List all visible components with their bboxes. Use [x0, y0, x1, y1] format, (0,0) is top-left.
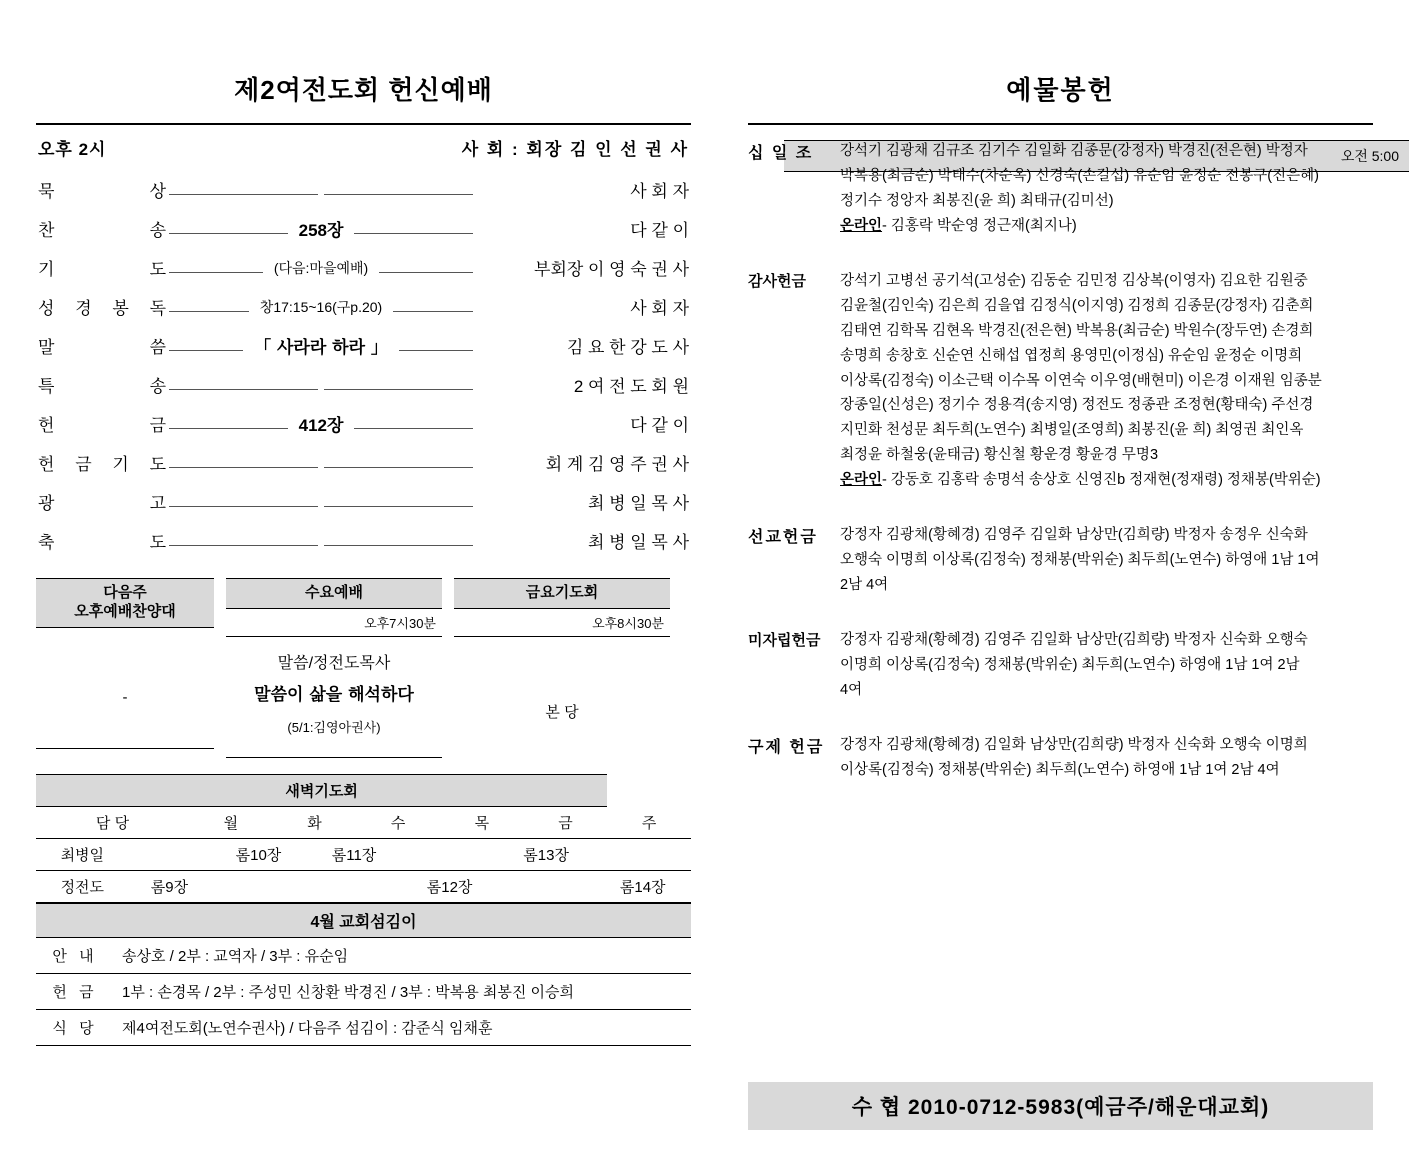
friday-prayer-box — [454, 578, 670, 758]
dawn-column-header: 화 — [273, 806, 357, 838]
offering-names — [840, 269, 1373, 493]
order-person: 2 여 전 도 회 원 — [573, 377, 689, 396]
dawn-column-header: 금 — [524, 806, 608, 838]
order-dash-right — [399, 340, 473, 351]
offering-category-label: 구제 헌금 — [748, 738, 825, 756]
info-boxes — [36, 578, 691, 758]
dawn-body-table — [36, 839, 691, 903]
dawn-passage — [210, 870, 307, 902]
offering-block — [748, 523, 1373, 598]
offering-name-line: 강석기 김광채 김규조 김기수 김일화 김종문(강정자) 박경진(전은현) 박정자 — [840, 143, 1308, 159]
order-dash-right — [393, 301, 473, 312]
dawn-leader: 정전도 — [36, 870, 129, 902]
dawn-passage — [307, 870, 402, 902]
dawn-time: 오전 5:00 — [784, 140, 1409, 172]
order-person: 최 병 일 목 사 — [587, 533, 689, 552]
online-label: 온라인 — [840, 217, 883, 234]
wednesday-head: 수요예배 — [226, 578, 442, 609]
offering-name-line: 박복용(최금순) 박태수(차순옥) 신경숙(손길섭) 유순임 윤정순 전봉구(진은혜) — [840, 167, 1319, 184]
dawn-column-header: 수 — [356, 806, 440, 838]
order-dash-left — [169, 535, 318, 546]
offering-block — [748, 628, 1373, 703]
service-row — [36, 1010, 691, 1046]
order-person: 다 같 이 — [630, 221, 690, 240]
friday-time: 오후8시30분 — [454, 609, 670, 637]
friday-location: 본 당 — [545, 703, 579, 721]
offering-name-line: 최정윤 하철웅(윤태금) 황신철 황운경 황윤경 무명3 — [840, 447, 1159, 464]
right-divider — [748, 123, 1373, 125]
order-label: 말 씀 — [38, 338, 166, 357]
order-row — [36, 521, 691, 560]
order-middle: 258장 — [298, 221, 344, 240]
next-week-choir-head: 다음주 오후예배찬양대 — [36, 578, 214, 628]
order-dash-left — [169, 340, 243, 351]
order-label: 기 도 — [38, 260, 166, 279]
order-person: 사 회 자 — [630, 182, 689, 201]
order-row — [36, 209, 691, 248]
online-names: - 김홍락 박순영 정근재(최지나) — [882, 217, 1077, 234]
offering-online-line — [840, 214, 1373, 239]
dawn-title: 새벽기도회 — [36, 774, 607, 806]
dawn-leader: 최병일 — [36, 839, 129, 871]
dawn-column-header: 목 — [440, 806, 524, 838]
service-time: 오후 2시 — [38, 140, 107, 159]
order-label: 특 송 — [38, 377, 166, 396]
right-title: 예물봉헌 — [1006, 75, 1115, 105]
offering-block — [748, 733, 1373, 783]
order-row — [36, 248, 691, 287]
order-middle: 412장 — [298, 416, 344, 435]
offering-name-line: 김윤철(김인숙) 김은희 김을엽 김정식(이지영) 김정희 김종문(강정자) 김춘희 — [840, 297, 1314, 314]
order-dash-left — [169, 496, 318, 507]
order-dash-right — [354, 418, 473, 429]
order-dash-left — [169, 262, 263, 273]
service-role: 식 당 — [52, 1019, 98, 1037]
offering-names — [840, 733, 1373, 783]
order-row — [36, 326, 691, 365]
next-week-choir-foot — [36, 748, 214, 749]
order-label: 광 고 — [38, 494, 166, 513]
service-role: 헌 금 — [52, 983, 98, 1001]
order-middle: 창17:15~16(구p.20) — [259, 298, 383, 315]
friday-head: 금요기도회 — [454, 578, 670, 609]
order-dash-right — [324, 184, 473, 195]
dawn-passage — [401, 839, 498, 871]
service-row — [36, 938, 691, 974]
order-dash-left — [169, 184, 318, 195]
offering-name-line: 강정자 김광채(황혜경) 김영주 김일화 남상만(김희량) 박정자 신숙화 오행숙 — [840, 632, 1308, 648]
order-person: 김 요 한 강 도 사 — [566, 338, 689, 357]
order-row — [36, 170, 691, 209]
order-label: 헌 금 — [38, 416, 166, 435]
offering-names — [840, 523, 1373, 598]
left-divider — [36, 123, 691, 125]
offering-names — [840, 628, 1373, 703]
dawn-passage: 롬10장 — [210, 839, 307, 871]
dawn-row — [36, 839, 691, 871]
order-person: 사 회 자 — [630, 299, 689, 318]
service-people: 1부 : 손경목 / 2부 : 주성민 신창환 박경진 / 3부 : 박복용 최봉진 이승희 — [122, 983, 574, 1001]
offering-name-line: 이상록(김정숙) 정채봉(박위순) 최두희(노연수) 하영애 1남 1여 2남 4여 — [840, 761, 1280, 778]
offering-name-line: 이명희 이상록(김정숙) 정채봉(박위순) 최두희(노연수) 하영애 1남 1여 2남 — [840, 656, 1300, 673]
service-row — [36, 974, 691, 1010]
order-row — [36, 443, 691, 482]
wednesday-time: 오후7시30분 — [226, 609, 442, 637]
online-names: - 강동호 김홍락 송명석 송상호 신영진b 정재현(정재령) 정채봉(박위순) — [882, 472, 1321, 489]
dawn-passage: 롬14장 — [594, 870, 691, 902]
order-row — [36, 365, 691, 404]
offering-online-line — [840, 468, 1373, 493]
dawn-passage — [129, 839, 211, 871]
order-middle: 「 사라라 하라 」 — [254, 338, 388, 358]
order-label: 헌 금 기 도 — [38, 455, 166, 474]
next-week-choir-box — [36, 578, 214, 758]
order-dash-right — [324, 535, 473, 546]
offering-name-line: 오행숙 이명희 이상록(김정숙) 정채봉(박위순) 최두희(노연수) 하영애 1남 1여 — [840, 552, 1320, 569]
order-dash-left — [169, 379, 318, 390]
order-label: 묵 상 — [38, 182, 166, 201]
offering-category-label: 십 일 조 — [748, 145, 814, 162]
next-week-choir-body: - — [122, 688, 128, 706]
order-list — [36, 170, 691, 560]
dawn-passage — [594, 839, 691, 871]
offering-name-line: 강석기 고병선 공기석(고성순) 김동순 김민정 김상복(이영자) 김요한 김원중 — [840, 272, 1308, 289]
offering-name-line: 강정자 김광채(황혜경) 김일화 남상만(김희량) 박정자 신숙화 오행숙 이명희 — [840, 736, 1308, 753]
dawn-passage: 롬11장 — [307, 839, 402, 871]
wednesday-service-box — [226, 578, 442, 758]
offering-names — [840, 139, 1373, 239]
service-rows — [36, 938, 691, 1046]
dawn-passage: 롬9장 — [129, 870, 211, 902]
offering-name-line: 송명희 송창호 신순연 신해섭 엽정희 용영민(이정심) 유순임 윤정순 이명희 — [840, 347, 1303, 364]
order-dash-left — [169, 418, 288, 429]
order-label: 축 도 — [38, 533, 166, 552]
offering-name-line: 김태연 김학목 김현옥 박경진(전은현) 박복용(최금순) 박원수(장두연) 손경희 — [840, 322, 1314, 339]
offering-block — [748, 139, 1373, 239]
order-row — [36, 404, 691, 443]
order-label: 성 경 봉 독 — [38, 299, 166, 318]
offering-name-line: 장종일(신성은) 정기수 정용격(송지영) 정전도 정종관 조정현(황태숙) 주선경 — [840, 397, 1314, 414]
order-dash-right — [324, 379, 473, 390]
offering-column — [748, 70, 1373, 813]
order-person: 다 같 이 — [630, 416, 690, 435]
left-title: 제2여전도회 헌신예배 — [234, 75, 493, 105]
offering-name-line: 2남 4여 — [840, 577, 889, 594]
order-person: 최 병 일 목 사 — [587, 494, 689, 513]
dawn-column-header: 주 — [607, 806, 691, 838]
dawn-header-row — [36, 806, 691, 838]
presider: 사 회 : 회장 김 인 선 권 사 — [461, 140, 689, 159]
order-dash-left — [169, 301, 249, 312]
offering-name-line: 강정자 김광채(황혜경) 김영주 김일화 남상만(김희량) 박정자 송정우 신숙화 — [840, 527, 1308, 544]
wednesday-note: (5/1:김영아권사) — [287, 719, 381, 735]
service-role: 안 내 — [52, 947, 98, 965]
offering-category-label: 감사헌금 — [748, 272, 806, 290]
order-dash-right — [379, 262, 473, 273]
offering-category-label: 미자립헌금 — [748, 632, 821, 649]
wednesday-body — [226, 637, 442, 757]
service-section-title: 4월 교회섬김이 — [36, 903, 691, 938]
dawn-row — [36, 870, 691, 902]
order-row — [36, 287, 691, 326]
offering-name-line: 정기수 정앙자 최봉진(윤 희) 최태규(김미선) — [840, 192, 1114, 209]
service-people: 송상호 / 2부 : 교역자 / 3부 : 유순임 — [122, 947, 349, 965]
order-person: 부회장 이 영 숙 권 사 — [534, 260, 690, 279]
dawn-title-row — [36, 774, 691, 806]
offering-name-line: 이상록(김정숙) 이소근택 이수목 이연숙 이우영(배현미) 이은경 이재원 임종분 — [840, 372, 1322, 389]
order-dash-right — [324, 496, 473, 507]
wednesday-sermon-title: 말씀이 삶을 해석하다 — [254, 685, 414, 706]
offering-blocks — [748, 139, 1373, 783]
offering-name-line: 4여 — [840, 681, 863, 698]
order-label: 찬 송 — [38, 221, 166, 240]
dawn-passage: 롬12장 — [401, 870, 498, 902]
service-people: 제4여전도회(노연수권사) / 다음주 섬김이 : 감준식 임채훈 — [122, 1019, 493, 1037]
dawn-passage — [498, 870, 595, 902]
dawn-passage: 롬13장 — [498, 839, 595, 871]
order-dash-right — [354, 223, 473, 234]
wednesday-preacher: 말씀/정전도목사 — [277, 654, 391, 672]
service-time-row — [38, 135, 689, 160]
dawn-column-header: 월 — [189, 806, 273, 838]
online-label: 온라인 — [840, 472, 883, 489]
offering-name-line: 지민화 천성문 최두희(노연수) 최병일(조영희) 최봉진(윤 희) 최영권 최인옥 — [840, 422, 1304, 439]
wednesday-foot — [226, 757, 442, 758]
offering-block — [748, 269, 1373, 493]
order-dash-left — [169, 457, 318, 468]
order-middle: (다음:마을예배) — [273, 259, 369, 276]
offering-category-label: 선교헌금 — [748, 529, 818, 547]
bank-account-banner: 수 협 2010-0712-5983(예금주/해운대교회) — [748, 1082, 1373, 1130]
order-dash-left — [169, 223, 288, 234]
order-dash-right — [324, 457, 473, 468]
dawn-column-header: 담 당 — [36, 806, 189, 838]
order-person: 회 계 김 영 주 권 사 — [545, 455, 689, 474]
order-row — [36, 482, 691, 521]
